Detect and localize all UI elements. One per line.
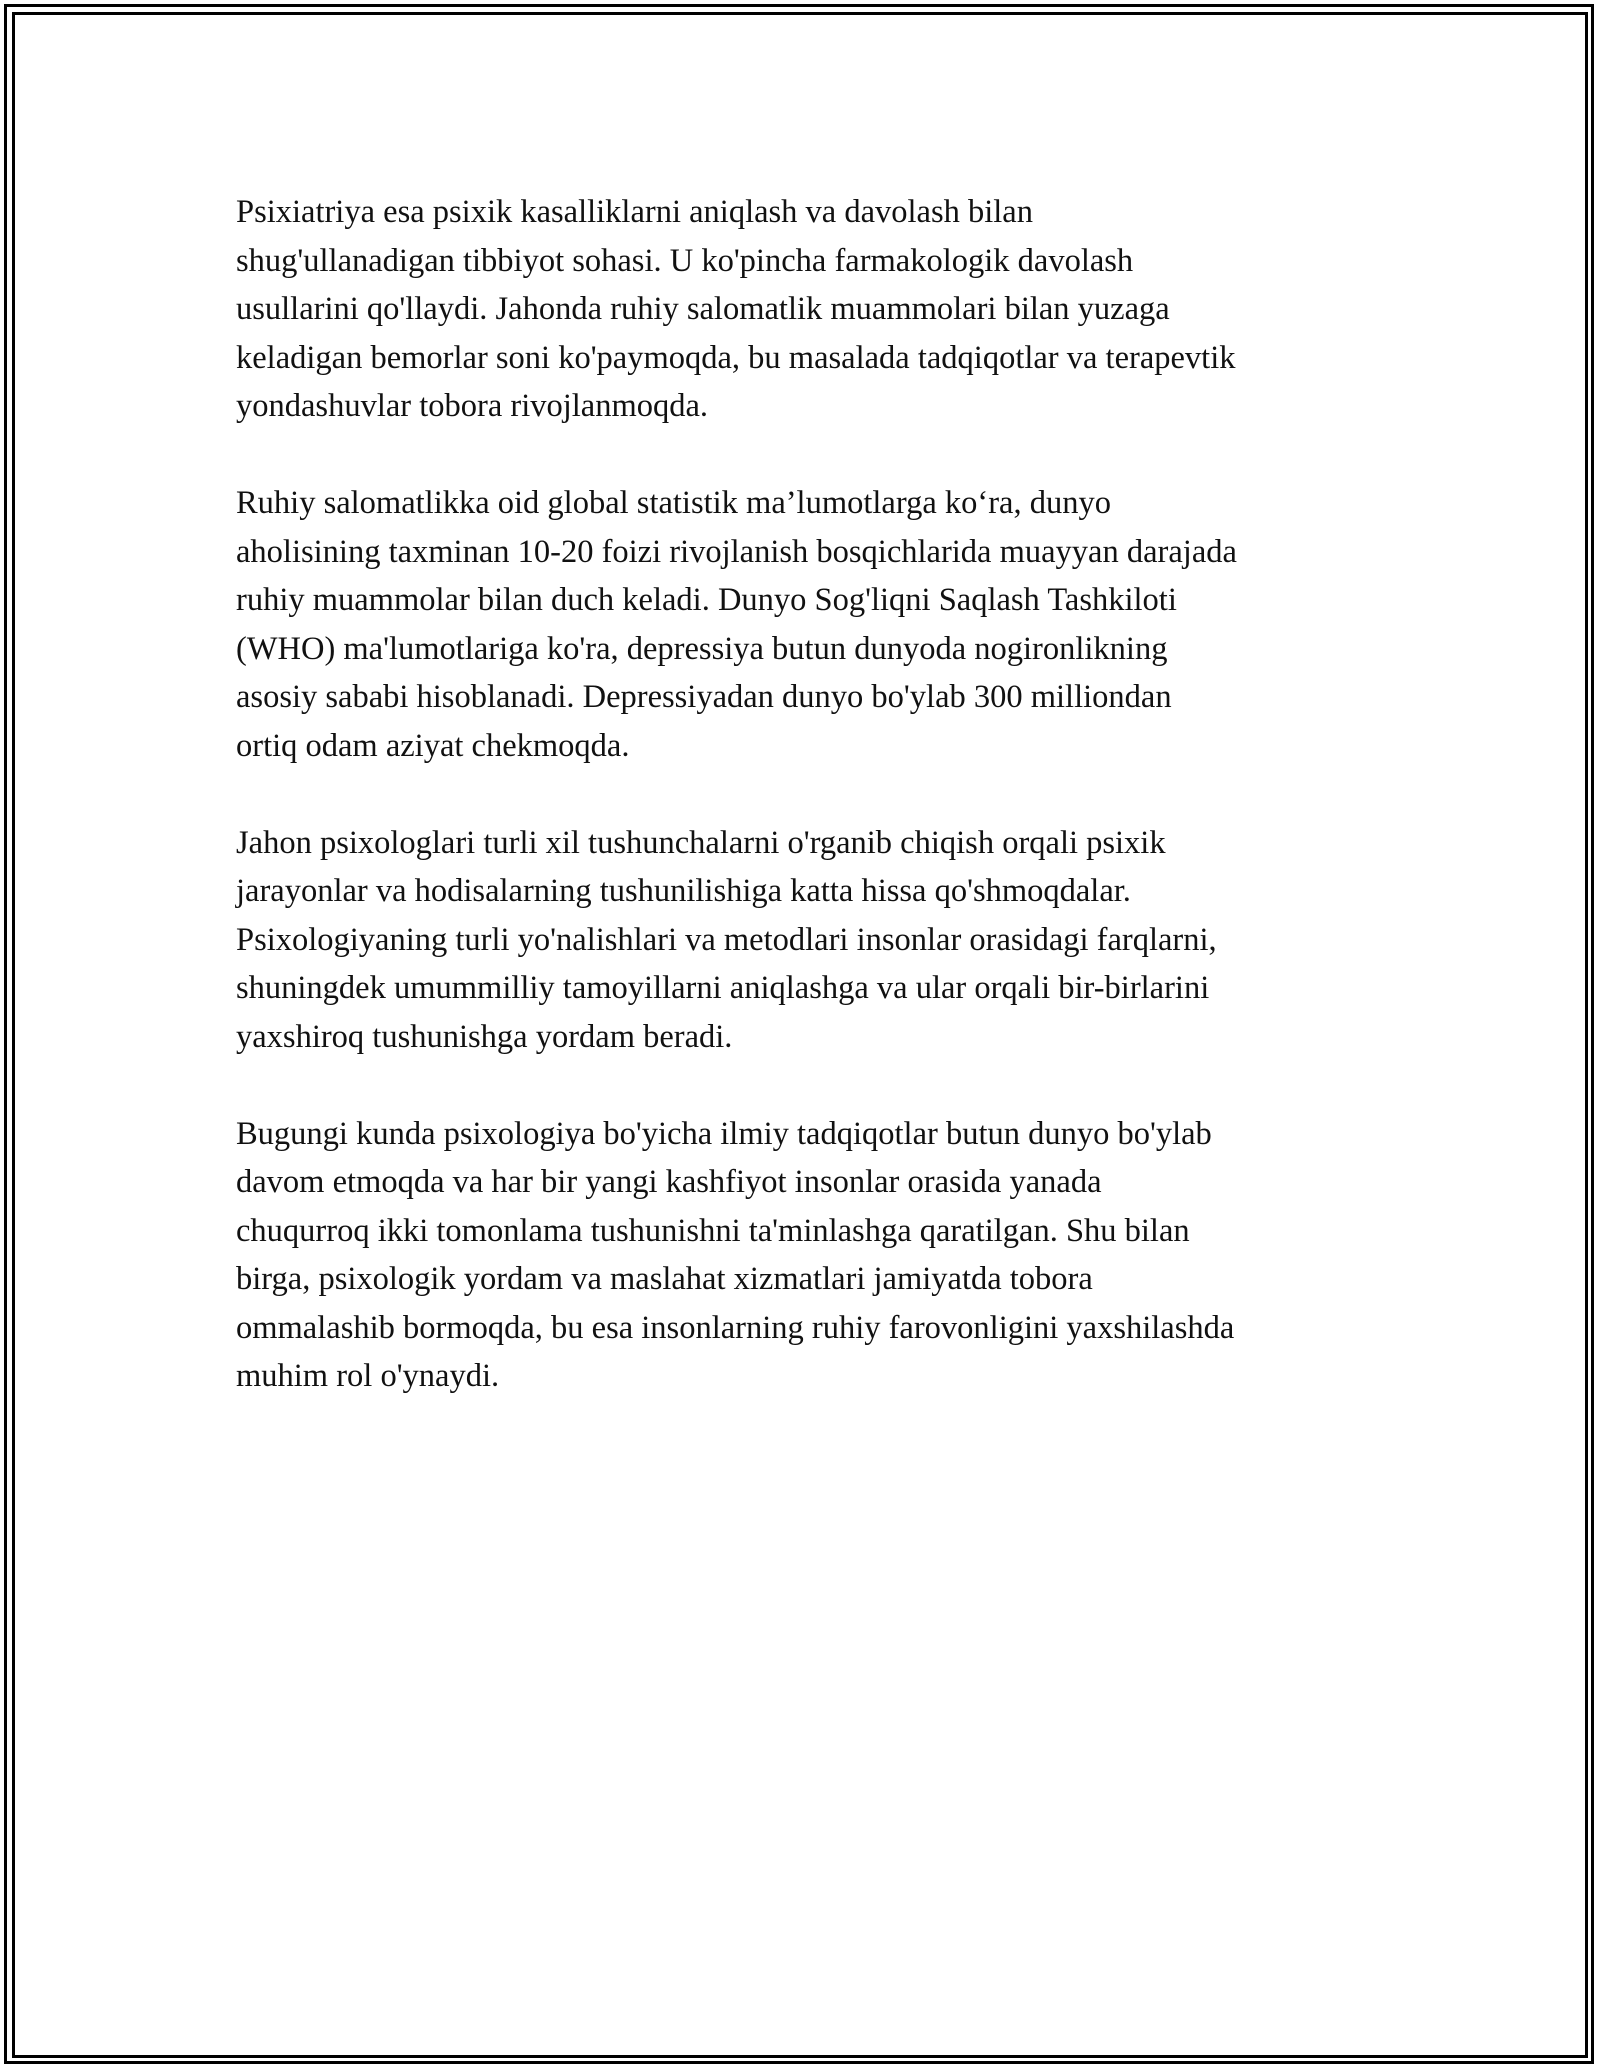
- text-line: jarayonlar va hodisalarning tushunilishiga katta hissa qo'shmoqdalar.: [236, 873, 1131, 909]
- paragraph-global-statistics: [236, 479, 1376, 770]
- text-line: yaxshiroq tushunishga yordam beradi.: [236, 1018, 733, 1055]
- text-line: Jahon psixologlari turli xil tushunchalarni o'rganib chiqish orqali psixik: [236, 824, 1166, 861]
- text-line: asosiy sababi hisoblanadi. Depressiyadan dunyo bo'ylab 300 milliondan: [236, 679, 1172, 715]
- text-line: yondashuvlar tobora rivojlanmoqda.: [236, 388, 709, 424]
- text-line: (WHO) ma'lumotlariga ko'ra, depressiya butun dunyoda nogironlikning: [236, 630, 1168, 667]
- text-line: shuningdek umummilliy tamoyillarni aniqlashga va ular orqali bir-birlarini: [236, 970, 1210, 1006]
- text-line: ortiq odam aziyat chekmoqda.: [236, 727, 630, 764]
- text-line: davom etmoqda va har bir yangi kashfiyot insonlar orasida yanada: [236, 1164, 1102, 1200]
- paragraph-psixiatriya: [236, 188, 1376, 431]
- text-line: Psixiatriya esa psixik kasalliklarni aniqlash va davolash bilan: [236, 194, 1033, 230]
- text-line: ruhiy muammolar bilan duch keladi. Dunyo Sog'liqni Saqlash Tashkiloti: [236, 582, 1177, 618]
- text-line: chuqurroq ikki tomonlama tushunishni ta'minlashga qaratilgan. Shu bilan: [236, 1212, 1190, 1249]
- text-line: muhim rol o'ynaydi.: [236, 1358, 500, 1394]
- text-line: birga, psixologik yordam va maslahat xizmatlari jamiyatda tobora: [236, 1261, 1093, 1297]
- text-line: shug'ullanadigan tibbiyot sohasi. U ko'pincha farmakologik davolash: [236, 242, 1134, 279]
- paragraph-psychologists: [236, 819, 1376, 1062]
- text-line: ommalashib bormoqda, bu esa insonlarning ruhiy farovonligini yaxshilashda: [236, 1309, 1235, 1346]
- text-line: Ruhiy salomatlikka oid global statistik ma’lumotlarga ko‘ra, dunyo: [236, 485, 1111, 521]
- paragraph-research-today: [236, 1110, 1376, 1401]
- text-line: Psixologiyaning turli yo'nalishlari va metodlari insonlar orasidagi farqlarni,: [236, 921, 1217, 958]
- text-line: Bugungi kunda psixologiya bo'yicha ilmiy tadqiqotlar butun dunyo bo'ylab: [236, 1115, 1212, 1152]
- text-line: aholisining taxminan 10-20 foizi rivojlanish bosqichlarida muayyan darajada: [236, 533, 1237, 570]
- document-body: [236, 188, 1376, 1449]
- text-line: keladigan bemorlar soni ko'paymoqda, bu masalada tadqiqotlar va terapevtik: [236, 339, 1236, 376]
- text-line: usullarini qo'llaydi. Jahonda ruhiy salomatlik muammolari bilan yuzaga: [236, 291, 1170, 327]
